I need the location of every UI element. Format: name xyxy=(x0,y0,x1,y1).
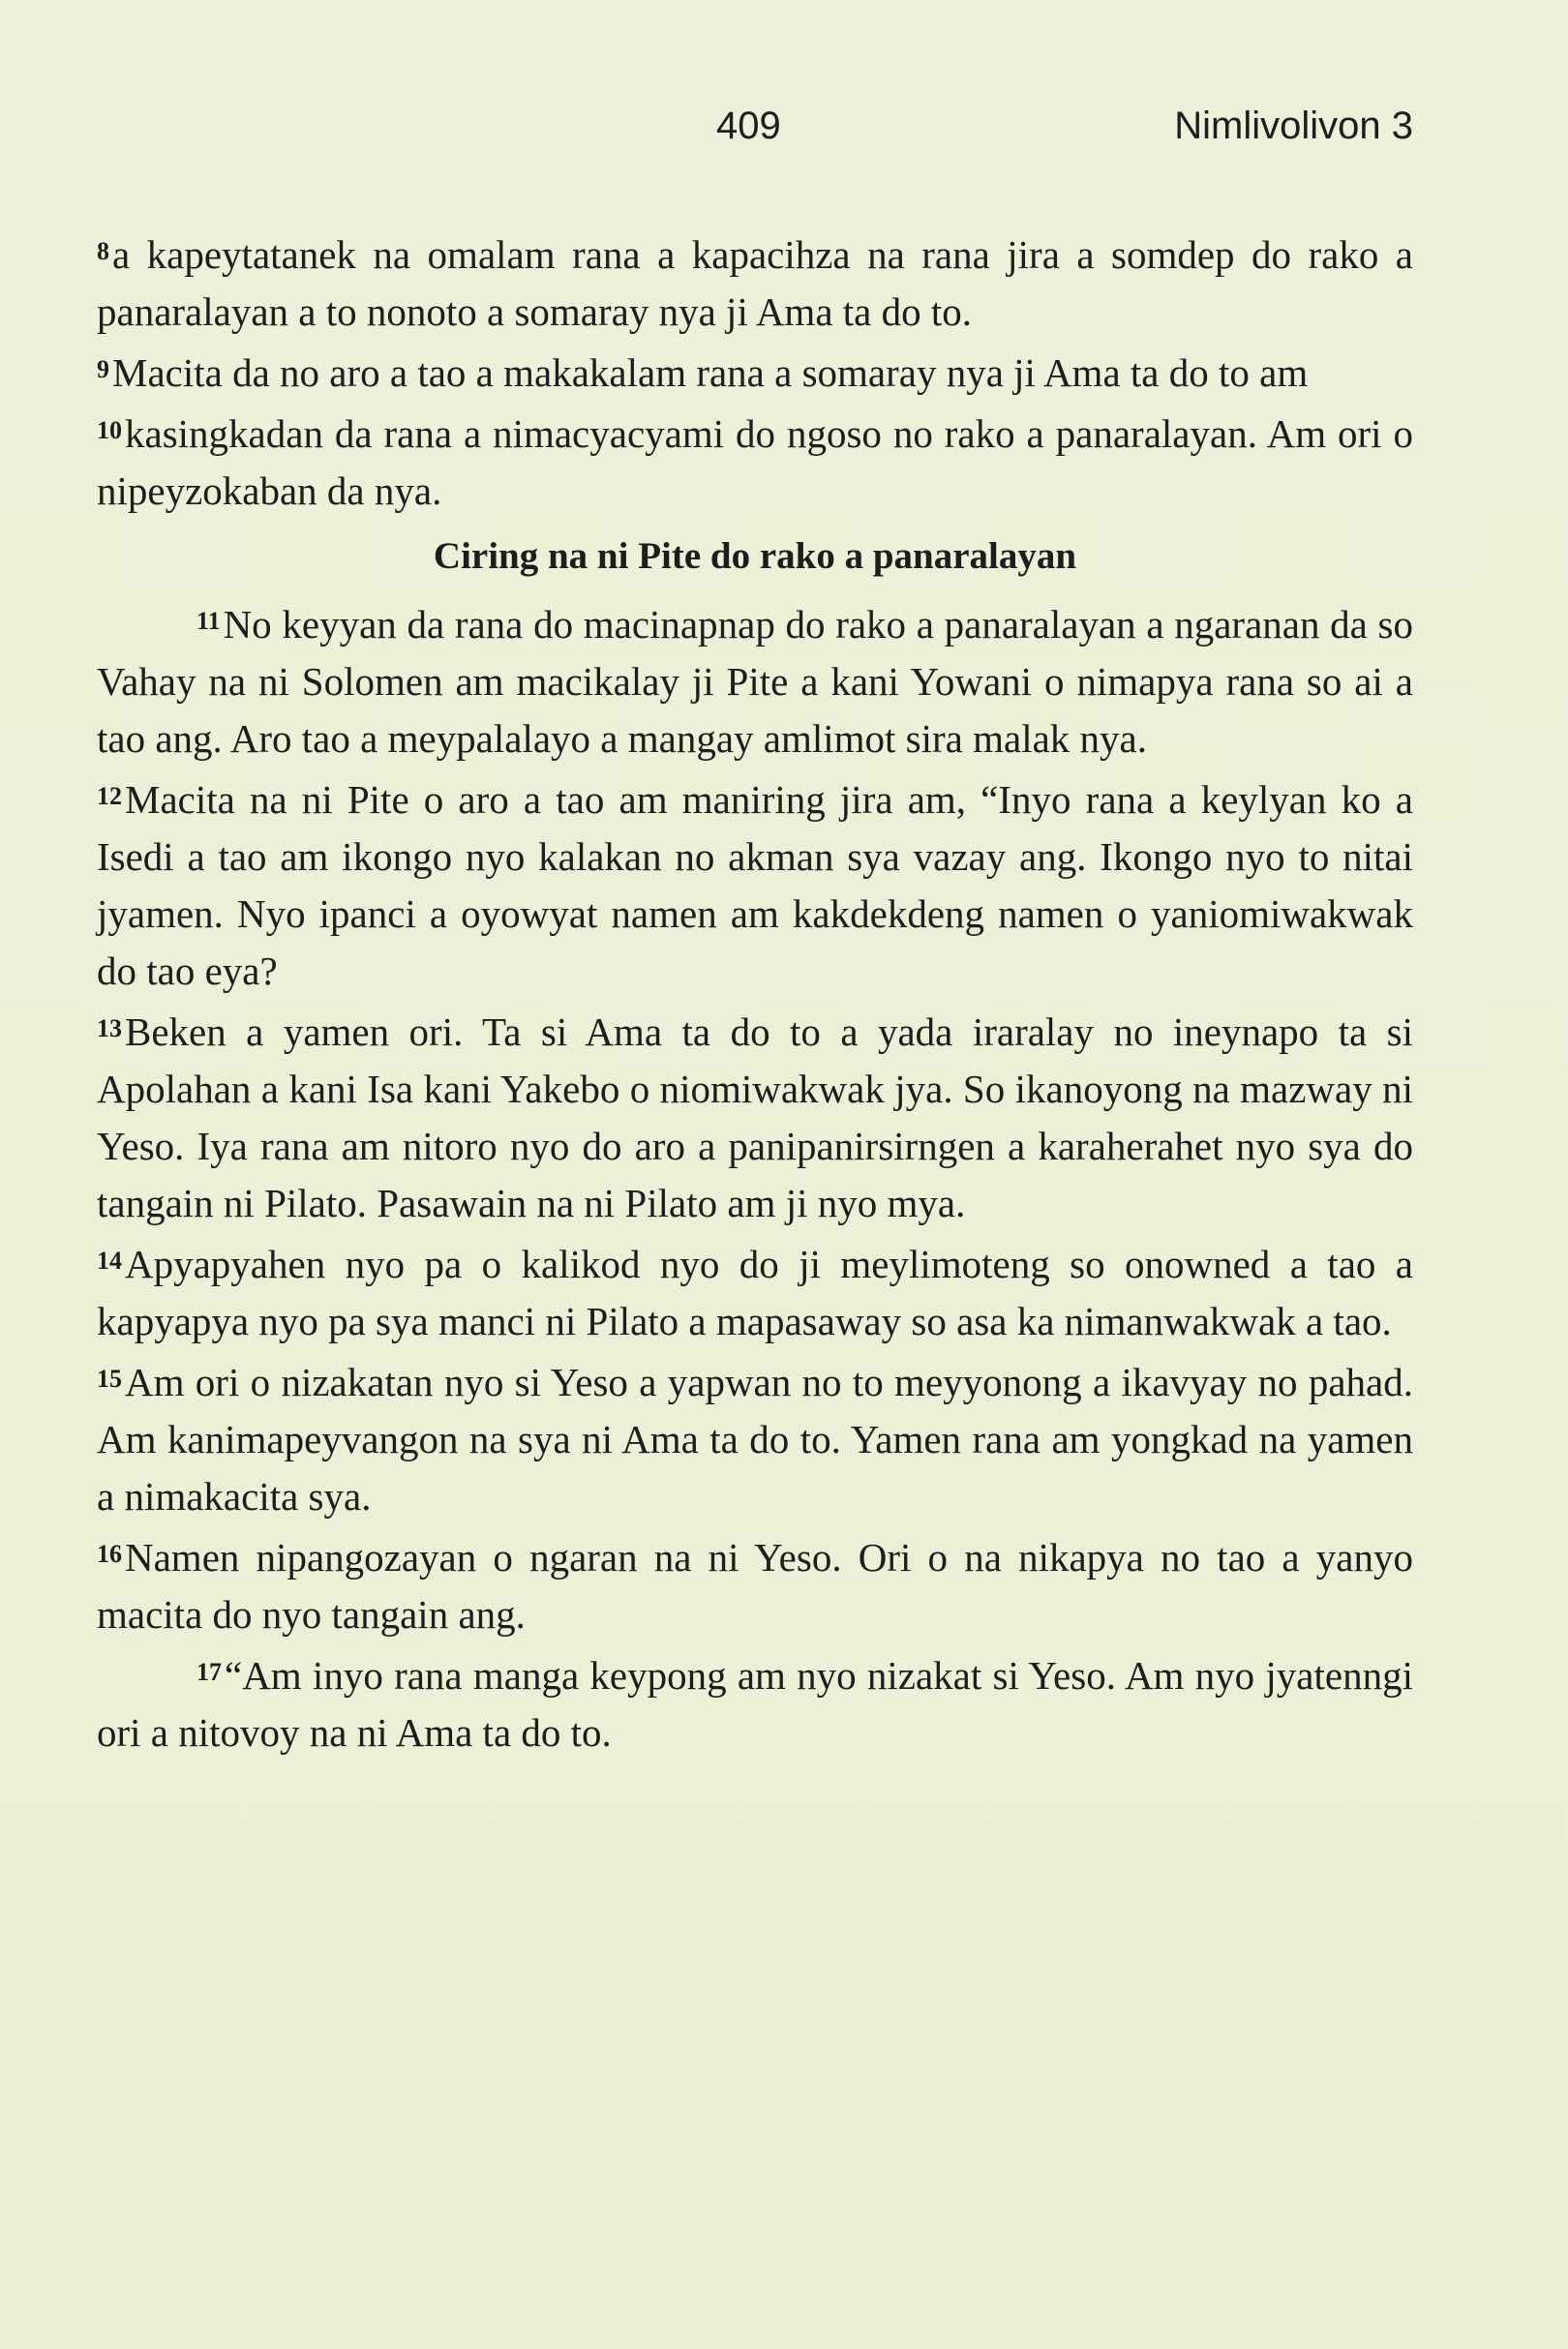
verse-number: 14 xyxy=(97,1247,122,1275)
verse-number: 12 xyxy=(97,782,122,810)
verse-text: kasingkadan da rana a nimacyacyami do ngoso no rako a panaralayan. Am ori o nipeyzokaban da nya. xyxy=(97,411,1413,513)
verse-text: Namen nipangozayan o ngaran na ni Yeso. Ori o na nikapya no tao a yanyo macita do nyo tangain ang. xyxy=(97,1535,1413,1637)
body-text xyxy=(97,223,1413,1762)
verse-text: No keyyan da rana do macinapnap do rako a panaralayan a ngaranan da so Vahay na ni Solomen am macikalay ji Pite a kani Yowani o nimapya rana so ai a tao ang. Aro tao a meypalalayo a mangay amlimot sira malak nya. xyxy=(97,602,1413,761)
verse-text: Apyapyahen nyo pa o kalikod nyo do ji meylimoteng so onowned a tao a kapyapya nyo pa sya manci ni Pilato a mapasaway so asa ka nimanwakwak a tao. xyxy=(97,1242,1413,1343)
verse-number: 15 xyxy=(97,1365,122,1393)
verse-paragraph xyxy=(97,341,1413,402)
verse-text: Am ori o nizakatan nyo si Yeso a yapwan no to meyyonong a ikavyay no pahad. Am kanimapeyvangon na sya ni Ama ta do to. Yamen rana am yongkad na yamen a nimakacita sya. xyxy=(97,1360,1413,1519)
verse-number: 17 xyxy=(196,1658,222,1686)
verse-number: 13 xyxy=(97,1014,122,1042)
verse-text: Macita da no aro a tao a makakalam rana a somaray nya ji Ama ta do to am xyxy=(112,350,1309,395)
verse-text: Beken a yamen ori. Ta si Ama ta do to a yada iraralay no ineynapo ta si Apolahan a kani Isa kani Yakebo o niomiwakwak jya. So ikanoyong na mazway ni Yeso. Iya rana am nitoro nyo do aro a panipanirsirngen a karaherahet nyo sya do tangain ni Pilato. Pasawain na ni Pilato am ji nyo mya. xyxy=(97,1009,1413,1225)
verse-text: a kapeytatanek na omalam rana a kapacihza na rana jira a somdep do rako a panaralayan a to nonoto a somaray nya ji Ama ta do to. xyxy=(97,232,1413,334)
section-heading: Ciring na ni Pite do rako a panaralayan xyxy=(433,535,1077,577)
verse-paragraph xyxy=(97,402,1413,520)
verse-paragraph xyxy=(97,592,1413,768)
verse-paragraph xyxy=(97,1350,1413,1525)
verse-paragraph xyxy=(97,1232,1413,1350)
verse-text: “Am inyo rana manga keypong am nyo nizakat si Yeso. Am nyo jyatenngi ori a nitovoy na ni Ama ta do to. xyxy=(97,1653,1413,1755)
verse-paragraph xyxy=(97,768,1413,1000)
verse-number: 10 xyxy=(97,416,122,444)
verse-text: Macita na ni Pite o aro a tao am maniring jira am, “Inyo rana a keylyan ko a Isedi a tao am ikongo nyo kalakan no akman sya vazay ang. Ikongo nyo to nitai jyamen. Nyo ipanci a oyowyat namen am kakdekdeng namen o yaniomiwakwak do tao eya? xyxy=(97,777,1413,993)
verse-paragraph xyxy=(97,1000,1413,1232)
verse-number: 11 xyxy=(196,607,221,635)
verse-paragraph xyxy=(97,1643,1413,1762)
verse-number: 16 xyxy=(97,1540,122,1568)
page-number: 409 xyxy=(716,105,781,147)
page-header xyxy=(97,105,1413,163)
verse-number: 9 xyxy=(97,355,109,383)
verse-paragraph xyxy=(97,1525,1413,1643)
verse-number: 8 xyxy=(97,237,109,265)
running-title: Nimlivolivon 3 xyxy=(1174,105,1413,147)
verse-paragraph xyxy=(97,223,1413,341)
